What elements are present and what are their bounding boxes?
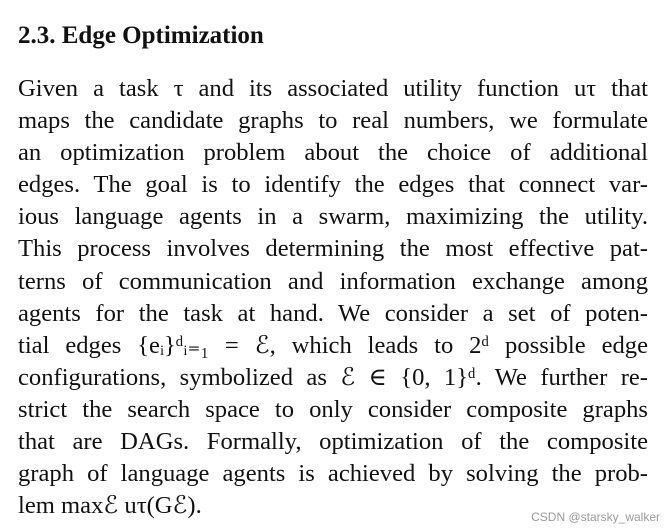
paragraph <box>18 73 648 522</box>
paragraph-line: that are DAGs. Formally, optimization of the composite <box>18 428 648 456</box>
paragraph-line: strict the search space to only consider composite graphs <box>18 395 648 423</box>
paragraph-line: This process involves determining the most effective pat- <box>18 235 648 263</box>
paragraph-line: ious language agents in a swarm, maximizing the utility. <box>18 203 648 231</box>
paragraph-line: Given a task τ and its associated utility function uτ that <box>18 75 648 102</box>
paragraph-line: edges. The goal is to identify the edges that connect var- <box>18 171 648 199</box>
paragraph-line: configurations, symbolized as ℰ ∈ {0, 1}ᵈ. We further re- <box>18 363 648 391</box>
paragraph-line: lem maxℰ uτ(Gℰ). <box>18 492 202 520</box>
section-title: Edge Optimization <box>61 22 264 49</box>
section-number: 2.3. <box>18 22 56 49</box>
watermark: CSDN @starsky_walker <box>531 510 660 524</box>
paragraph-line: maps the candidate graphs to real numbers, we formulate <box>18 107 648 135</box>
paragraph-line: graph of language agents is achieved by solving the prob- <box>18 460 648 488</box>
section-heading <box>18 22 264 50</box>
paragraph-line: tial edges {eᵢ}ᵈᵢ₌₁ = ℰ, which leads to 2ᵈ possible edge <box>18 331 648 359</box>
paragraph-line: agents for the task at hand. We consider a set of poten- <box>18 299 648 327</box>
paragraph-line: terns of communication and information exchange among <box>18 267 648 295</box>
paragraph-line: an optimization problem about the choice of additional <box>18 139 648 167</box>
